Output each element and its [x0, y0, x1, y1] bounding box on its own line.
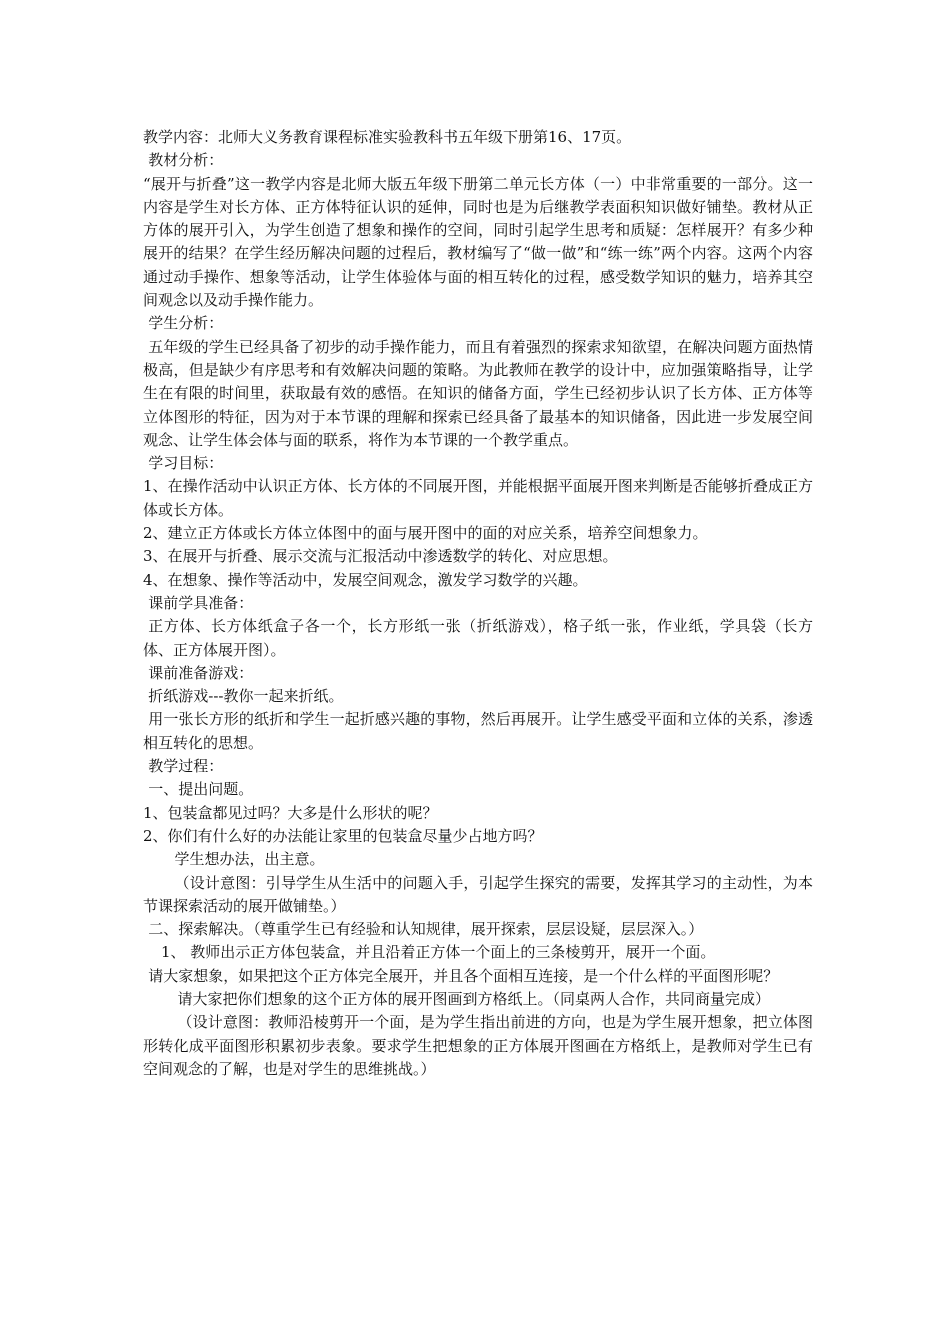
paragraph: 教学过程：: [148, 757, 224, 776]
paragraph: 请大家把你们想象的这个正方体的展开图画到方格纸上。（同桌两人合作，共同商量完成）: [177, 989, 771, 1008]
paragraph: “展开与折叠”这一教学内容是北师大版五年级下册第二单元长方体（一）中非常重要的一部分。这一内容是学生对长方体、正方体特征认识的延伸，同时也是为后继教学表面积知识做好铺垫。教材从正方体的展开引入，为学生创造了想象和操作的空间，同时引起学生思考和质疑：怎样展开？有多少种展开的结果？在学生经历解决问题的过程后，教材编写了“做一做”和“练一练”两个内容。这两个内容通过动手操作、想象等活动，让学生体验体与面的相互转化的过程，感受数学知识的魅力，培养其空间观念以及动手操作能力。: [143, 174, 813, 310]
paragraph: 2、建立正方体或长方体立体图中的面与展开图中的面的对应关系，培养空间想象力。: [143, 524, 708, 543]
paragraph: 五年级的学生已经具备了初步的动手操作能力，而且有着强烈的探索求知欲望，在解决问题方面热情极高，但是缺少有序思考和有效解决问题的策略。为此教师在教学的设计中，应加强策略指导，让学生在有限的时间里，获取最有效的感悟。在知识的储备方面，学生已经初步认识了长方体、正方体等立体图形的特征，因为对于本节课的理解和探索已经具备了最基本的知识储备，因此进一步发展空间观念、让学生体会体与面的联系，将作为本节课的一个教学重点。: [143, 337, 813, 449]
paragraph: 1、 教师出示正方体包装盒，并且沿着正方体一个面上的三条棱剪开，展开一个面。: [161, 943, 716, 962]
paragraph: 3、在展开与折叠、展示交流与汇报活动中渗透数学的转化、对应思想。: [143, 547, 618, 566]
paragraph: 学习目标：: [148, 454, 224, 473]
paragraph: （设计意图：引导学生从生活中的问题入手，引起学生探究的需要，发挥其学习的主动性，为本节课探索活动的展开做铺垫。）: [143, 873, 813, 915]
paragraph: 教学内容：北师大义务教育课程标准实验教科书五年级下册第16、17页。: [143, 128, 632, 146]
paragraph: 二、探索解决。（尊重学生已有经验和认知规律，展开探索，层层设疑，层层深入。）: [148, 920, 704, 939]
paragraph: 正方体、长方体纸盒子各一个，长方形纸一张（折纸游戏），格子纸一张，作业纸，学具袋（长方体、正方体展开图）。: [143, 617, 813, 659]
paragraph: 课前准备游戏：: [148, 663, 254, 682]
paragraph: （设计意图：教师沿棱剪开一个面，是为学生指出前进的方向，也是为学生展开想象，把立体图形转化成平面图形积累初步表象。要求学生把想象的正方体展开图画在方格纸上，是教师对学生已有空间观念的了解，也是对学生的思维挑战。）: [143, 1013, 813, 1078]
paragraph: 4、在想象、操作等活动中，发展空间观念，激发学习数学的兴趣。: [143, 570, 588, 589]
paragraph: 学生分析：: [148, 314, 224, 333]
paragraph: 1、在操作活动中认识正方体、长方体的不同展开图，并能根据平面展开图来判断是否能够折叠成正方体或长方体。: [143, 477, 813, 519]
paragraph: 一、提出问题。: [148, 780, 254, 799]
paragraph: 学生想办法，出主意。: [174, 850, 325, 869]
document-body: [143, 126, 813, 1081]
paragraph: 教材分析：: [148, 151, 224, 170]
paragraph: 1、包装盒都见过吗？大多是什么形状的呢？: [143, 803, 438, 822]
paragraph: 2、你们有什么好的办法能让家里的包装盒尽量少占地方吗？: [143, 826, 543, 845]
paragraph: 折纸游戏---教你一起来折纸。: [148, 687, 344, 706]
paragraph: 课前学具准备：: [148, 593, 254, 612]
paragraph: 请大家想象，如果把这个正方体完全展开，并且各个面相互连接，是一个什么样的平面图形呢？: [148, 966, 779, 985]
paragraph: 用一张长方形的纸折和学生一起折感兴趣的事物，然后再展开。让学生感受平面和立体的关系，渗透相互转化的思想。: [143, 710, 813, 752]
